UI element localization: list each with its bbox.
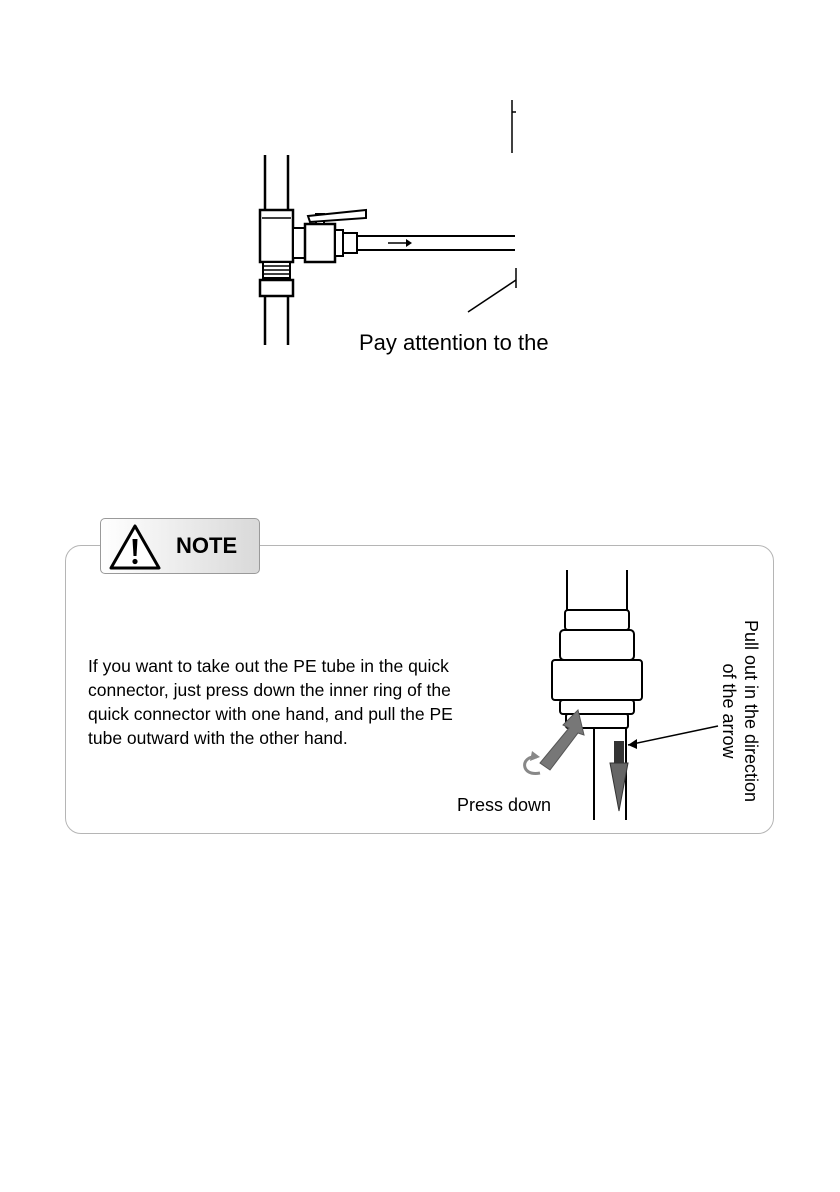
warning-icon — [109, 523, 161, 571]
figure-caption: Pay attention to the — [359, 330, 549, 355]
note-body-text: If you want to take out the PE tube in the quick connector, just press down the inner ring of the quick connector with one hand, and pull the PE tube outward with the other hand. — [88, 656, 453, 748]
valve-installation-diagram — [220, 90, 540, 370]
note-label: NOTE — [176, 533, 238, 558]
pull-out-label: Pull out in the direction of the arrow — [719, 619, 761, 803]
press-down-label: Press down — [457, 795, 552, 815]
note-badge — [100, 518, 260, 574]
